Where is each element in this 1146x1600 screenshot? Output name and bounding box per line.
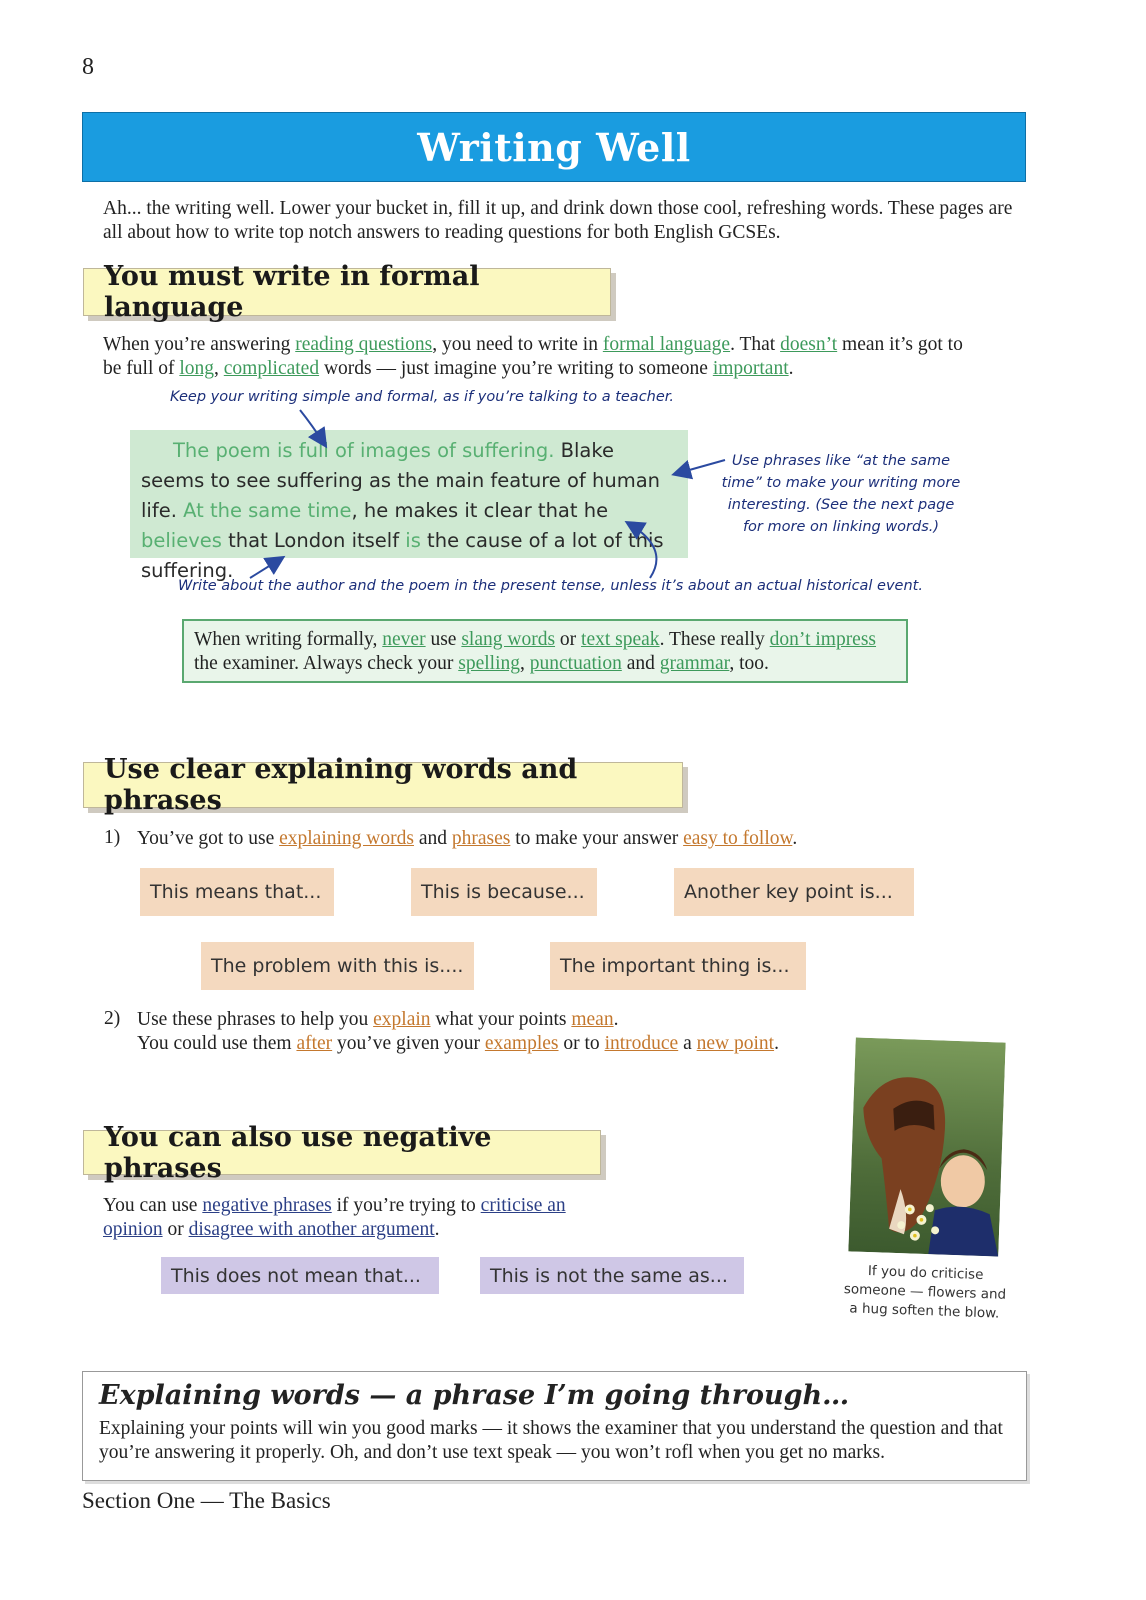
horse-and-child-photo [848, 1037, 1005, 1256]
list-number-1: 1) [104, 827, 121, 848]
section-footer: Section One — The Basics [82, 1488, 331, 1513]
item2-line-1: Use these phrases to help you explain what your points mean. [137, 1009, 619, 1030]
list-number-2: 2) [104, 1008, 121, 1029]
example-highlight-3: believes [141, 529, 222, 552]
link-dont-impress[interactable]: don’t impress [769, 629, 877, 650]
link-reading-questions[interactable]: reading questions [295, 334, 433, 355]
summary-text: Explaining your points will win you good marks — it shows the examiner that you understand the question and that you’re answering it properly. Oh, and don’t use text speak — you won’t rofl when you get no marks. [99, 1418, 1003, 1463]
link-slang-words[interactable]: slang words [461, 629, 556, 650]
section-heading-negative [83, 1121, 601, 1184]
section-heading-explaining [83, 754, 683, 816]
link-examples[interactable]: examples [484, 1033, 559, 1054]
link-important[interactable]: important [712, 358, 789, 379]
page-number: 8 [82, 54, 94, 80]
link-spelling[interactable]: spelling [458, 653, 520, 674]
link-formal-language[interactable]: formal language [602, 334, 731, 355]
link-punctuation[interactable]: punctuation [529, 653, 622, 674]
link-never[interactable]: never [382, 629, 426, 650]
arrow-right-icon [675, 460, 725, 474]
link-introduce[interactable]: introduce [604, 1033, 679, 1054]
example-answer-box: The poem is full of images of suffering. Blake seems to see suffering as the main feature of human life. At the same time, he makes it clear that he believes that London itself is the cause of a lot of this suffering. [130, 430, 688, 558]
link-text-speak[interactable]: text speak [581, 629, 660, 650]
negative-phrases-paragraph: You can use negative phrases if you’re trying to criticise an opinion or disagree with another argument. [103, 1195, 566, 1240]
link-negative-phrases[interactable]: negative phrases [202, 1195, 332, 1216]
link-explain[interactable]: explain [373, 1009, 431, 1030]
section-heading-text: You can also use negative phrases [104, 1121, 492, 1184]
annotation-bottom: Write about the author and the poem in the present tense, unless it’s about an actual historical event. [178, 578, 923, 594]
annotation-right: Use phrases like “at the same time” to make your writing more interesting. (See the next page for more on linking words.) [721, 453, 961, 535]
phrase-box: The problem with this is.... [201, 942, 474, 990]
intro-paragraph: Ah... the writing well. Lower your bucket in, fill it up, and drink down those cool, refreshing words. These pages are all about how to write top notch answers to reading questions for both English GCSEs. [103, 198, 1013, 243]
section-heading-text: Use clear explaining words and phrases [104, 754, 578, 816]
link-explaining-words[interactable]: explaining words [279, 828, 414, 849]
link-doesnt[interactable]: doesn’t [780, 334, 838, 355]
link-after[interactable]: after [296, 1033, 333, 1054]
explaining-item-1: You’ve got to use explaining words and phrases to make your answer easy to follow. [137, 828, 798, 849]
link-criticise-an-opinion[interactable]: criticise an opinion [103, 1195, 566, 1240]
example-highlight-2: At the same time [183, 499, 352, 522]
item2-line-2: You could use them after you’ve given your examples or to introduce a new point. [137, 1033, 779, 1054]
example-highlight-1: The poem is full of images of suffering. [173, 439, 555, 462]
phrase-box: This is because... [411, 868, 597, 916]
formal-language-paragraph: When you’re answering reading questions, you need to write in formal language. That doesn’t mean it’s got to be full of long, complicated words — just imagine you’re writing to someone important. [103, 334, 963, 379]
section-heading-text: You must write in formal language [104, 261, 480, 323]
negative-phrase-box: This is not the same as... [480, 1257, 744, 1294]
photo-caption: If you do criticise someone — flowers and a hug soften the blow. [843, 1263, 1007, 1322]
link-new-point[interactable]: new point [696, 1033, 775, 1054]
example-highlight-4: is [405, 529, 421, 552]
page-title: Writing Well [417, 124, 691, 170]
arrow-top-icon [300, 410, 325, 445]
phrase-box: Another key point is... [674, 868, 914, 916]
arrow-bottom-left-icon [250, 558, 282, 578]
link-mean[interactable]: mean [571, 1009, 614, 1030]
formal-writing-note: When writing formally, never use slang words or text speak. These really don’t impress the examiner. Always check your spelling, punctuation and grammar, too. [182, 619, 908, 683]
link-long[interactable]: long [179, 358, 215, 379]
link-phrases[interactable]: phrases [451, 828, 511, 849]
phrase-box: The important thing is... [550, 942, 806, 990]
link-complicated[interactable]: complicated [223, 358, 320, 379]
phrase-box: This means that... [140, 868, 334, 916]
summary-box [82, 1371, 1027, 1481]
summary-heading: Explaining words — a phrase I’m going through… [99, 1380, 850, 1411]
link-grammar[interactable]: grammar [659, 653, 730, 674]
explaining-item-2 [137, 1008, 857, 1056]
link-disagree-argument[interactable]: disagree with another argument [188, 1219, 435, 1240]
annotation-top: Keep your writing simple and formal, as if you’re talking to a teacher. [170, 389, 675, 405]
arrow-bottom-right-icon [628, 523, 656, 578]
link-easy-to-follow[interactable]: easy to follow [683, 828, 793, 849]
negative-phrase-box: This does not mean that... [161, 1257, 439, 1294]
